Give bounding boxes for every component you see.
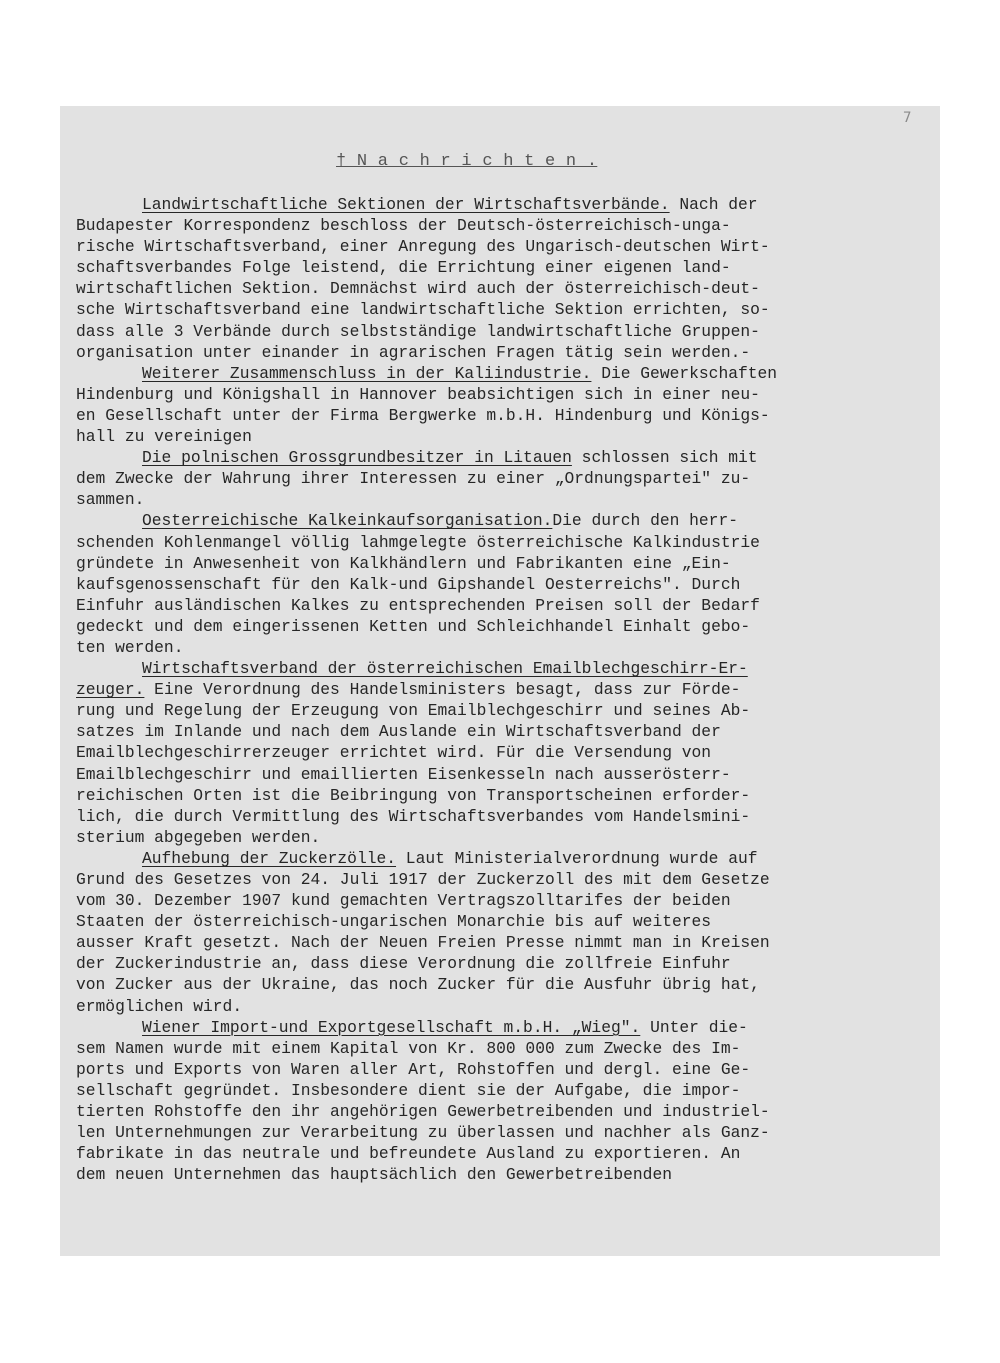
article-headline: Aufhebung der Zuckerzölle.	[142, 848, 397, 868]
article-line: rische Wirtschaftsverband, einer Anregung des Ungarisch-deutschen Wirt-	[76, 237, 770, 257]
article-text: Die durch den herr-	[552, 511, 738, 531]
article-text: Nach der	[669, 195, 758, 214]
article-headline-line	[76, 363, 934, 384]
article-line: vom 30. Dezember 1907 kund gemachten Vertragszolltarifes der beiden	[76, 891, 731, 911]
article-line: Emailblechgeschirr und emaillierten Eisenkesseln nach ausserösterr-	[76, 764, 731, 784]
article-line: organisation unter einander in agrarischen Fragen tätig sein werden.-	[76, 342, 751, 362]
article-line: wirtschaftlichen Sektion. Demnächst wird auch der österreichisch-deut-	[76, 279, 760, 299]
article-line: len Unternehmungen zur Verarbeitung zu überlassen und nachher als Ganz-	[76, 1123, 770, 1143]
article-line: der Zuckerindustrie an, dass diese Verordnung die zollfreie Einfuhr	[76, 954, 731, 974]
article-line: von Zucker aus der Ukraine, das noch Zucker für die Ausfuhr übrig hat,	[76, 975, 760, 995]
article-headline-line	[76, 1017, 934, 1038]
page-number: 7	[903, 110, 912, 126]
article-headline-line	[76, 510, 934, 531]
article-line: ports und Exports von Waren aller Art, Rohstoffen und dergl. eine Ge-	[76, 1059, 751, 1079]
article-text: Laut Ministerialverordnung wurde auf	[396, 848, 758, 868]
article-line: tierten Rohstoffe den ihr angehörigen Gewerbetreibenden und industriel-	[76, 1102, 770, 1122]
article-headline: Landwirtschaftliche Sektionen der Wirtschaftsverbände.	[142, 195, 670, 214]
article-line: ten werden.	[76, 637, 184, 657]
typescript-page	[60, 106, 940, 1256]
article-line: hall zu vereinigen	[76, 427, 252, 447]
article-headline-line	[76, 848, 934, 869]
article-line: Hindenburg und Königshall in Hannover beabsichtigen sich in einer neu-	[76, 384, 760, 404]
article-headline: Wiener Import-und Exportgesellschaft m.b.H. „Wieg".	[142, 1017, 641, 1037]
article-line: gründete in Anwesenheit von Kalkhändlern und Fabrikanten eine „Ein-	[76, 553, 731, 573]
article-line: Budapester Korrespondenz beschloss der Deutsch-österreichisch-unga-	[76, 216, 731, 236]
article-line: sellschaft gegründet. Insbesondere dient sie der Aufgabe, die impor-	[76, 1080, 741, 1100]
article-headline-line	[76, 658, 934, 679]
article-line: Grund des Gesetzes von 24. Juli 1917 der Zuckerzoll des mit dem Gesetze	[76, 870, 770, 889]
article-line: sammen.	[76, 490, 145, 510]
page-heading: † N a c h r i c h t e n .	[336, 152, 598, 171]
article-text: Unter die-	[640, 1017, 748, 1037]
article-line: dem Zwecke der Wahrung ihrer Interessen zu einer „Ordnungspartei" zu-	[76, 469, 751, 489]
article-line: rung und Regelung der Erzeugung von Emailblechgeschirr und seines Ab-	[76, 701, 751, 721]
article-line: reichischen Orten ist die Beibringung von Transportscheinen erforder-	[76, 785, 751, 805]
article-line: sem Namen wurde mit einem Kapital von Kr. 800 000 zum Zwecke des Im-	[76, 1038, 741, 1058]
article-headline-line	[76, 447, 934, 468]
article-headline: Oesterreichische Kalkeinkaufsorganisation.	[142, 511, 553, 531]
article-headline-line	[76, 194, 934, 215]
article-line: satzes im Inlande und nach dem Auslande ein Wirtschaftsverband der	[76, 722, 721, 742]
article-line: kaufsgenossenschaft für den Kalk-und Gipshandel Oesterreichs". Durch	[76, 574, 741, 594]
article-text: schlossen sich mit	[571, 448, 758, 468]
article-line: gedeckt und dem eingerissenen Ketten und Schleichhandel Einhalt gebo-	[76, 616, 751, 636]
article-line: ermöglichen wird.	[76, 996, 243, 1016]
article-line: Staaten der österreichisch-ungarischen Monarchie bis auf weiteres	[76, 912, 712, 932]
article-line: Einfuhr ausländischen Kalkes zu entsprechenden Preisen soll der Bedarf	[76, 595, 760, 615]
article-headline: Die polnischen Grossgrundbesitzer in Litauen	[142, 448, 572, 468]
article-headline-line	[76, 679, 934, 700]
article-headline: Wirtschaftsverband der österreichischen Emailblechgeschirr-Er-	[142, 659, 748, 679]
article-line: sche Wirtschaftsverband eine landwirtschaftliche Sektion errichten, so-	[76, 300, 770, 320]
article-line: Emailblechgeschirrerzeuger errichtet wird. Für die Versendung von	[76, 743, 712, 763]
article-text: Die Gewerkschaften	[591, 363, 778, 383]
article-line: sterium abgegeben werden.	[76, 827, 321, 847]
article-line: fabrikate in das neutrale und befreundete Ausland zu exportieren. An	[76, 1144, 741, 1164]
article-line: schenden Kohlenmangel völlig lahmgelegte österreichische Kalkindustrie	[76, 532, 760, 552]
article-line: ausser Kraft gesetzt. Nach der Neuen Freien Presse nimmt man in Kreisen	[76, 933, 770, 953]
article-headline-continuation: zeuger.	[76, 680, 145, 700]
article-line: dass alle 3 Verbände durch selbstständige landwirtschaftliche Gruppen-	[76, 321, 760, 341]
article-text: Eine Verordnung des Handelsministers besagt, dass zur Förde-	[144, 680, 741, 700]
article-line: en Gesellschaft unter der Firma Bergwerke m.b.H. Hindenburg und Königs-	[76, 405, 770, 425]
article-line: dem neuen Unternehmen das hauptsächlich den Gewerbetreibenden	[76, 1165, 672, 1185]
article-line: lich, die durch Vermittlung des Wirtschaftsverbandes vom Handelsmini-	[76, 806, 751, 826]
article-headline: Weiterer Zusammenschluss in der Kaliindustrie.	[142, 363, 592, 383]
article-body	[76, 194, 934, 1185]
article-line: schaftsverbandes Folge leistend, die Errichtung einer eigenen land-	[76, 258, 731, 278]
